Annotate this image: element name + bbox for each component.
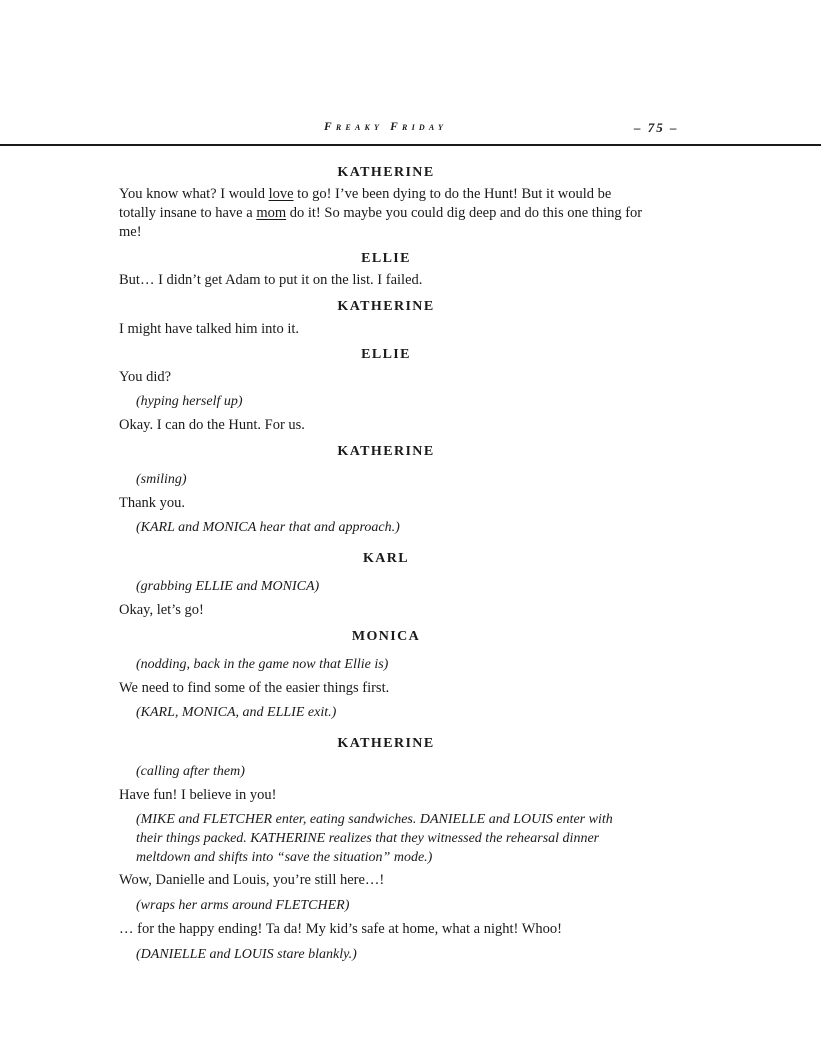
script-body [119, 0, 659, 1062]
character-name: KARL [362, 551, 410, 566]
stage-direction: (DANIELLE and LOUIS stare blankly.) [136, 947, 357, 962]
parenthetical: (nodding, back in the game now that Ellie is) [136, 657, 389, 672]
parenthetical: (wraps her arms around FLETCHER) [136, 898, 350, 913]
dialogue-line: Wow, Danielle and Louis, you’re still here…! [119, 872, 385, 888]
stage-direction: (MIKE and FLETCHER enter, eating sandwiches. DANIELLE and LOUIS enter with their things packed. KATHERINE realizes that they witnessed the rehearsal dinner meltdown and shifts into “save the situation” mode.) [136, 812, 613, 865]
dialogue-line: You know what? I would love to go! I’ve been dying to do the Hunt! But it would be totally insane to have a mom do it! So maybe you could dig deep and do this one thing for me! [119, 186, 643, 240]
dialogue-line: Okay, let’s go! [119, 602, 204, 618]
dialogue-line: We need to find some of the easier things first. [119, 680, 390, 696]
parenthetical: (grabbing ELLIE and MONICA) [136, 579, 320, 594]
show-title: Freaky Friday [324, 121, 448, 133]
stage-direction: (KARL, MONICA, and ELLIE exit.) [136, 705, 337, 720]
character-name: ELLIE [361, 347, 411, 362]
parenthetical: (smiling) [136, 472, 187, 487]
dialogue-line: … for the happy ending! Ta da! My kid’s safe at home, what a night! Whoo! [119, 921, 563, 937]
dialogue-line: Thank you. [119, 495, 186, 511]
dialogue-line: You did? [119, 369, 172, 385]
character-name: KATHERINE [337, 444, 435, 459]
character-name: KATHERINE [337, 165, 435, 180]
page-number: – 75 – [634, 120, 679, 135]
dialogue-line: Have fun! I believe in you! [119, 787, 277, 803]
parenthetical: (hyping herself up) [136, 394, 243, 409]
character-name: KATHERINE [337, 736, 435, 751]
stage-direction: (KARL and MONICA hear that and approach.) [136, 520, 400, 535]
character-name: ELLIE [361, 251, 411, 266]
emphasis-mom: mom [256, 205, 287, 221]
dialogue-line: But… I didn’t get Adam to put it on the list. I failed. [119, 272, 423, 288]
dialogue-line: I might have talked him into it. [119, 321, 300, 337]
character-name: KATHERINE [337, 299, 435, 314]
character-name: MONICA [351, 629, 421, 644]
parenthetical: (calling after them) [136, 764, 245, 779]
dialogue-line: Okay. I can do the Hunt. For us. [119, 417, 305, 433]
emphasis-love: love [268, 186, 294, 202]
